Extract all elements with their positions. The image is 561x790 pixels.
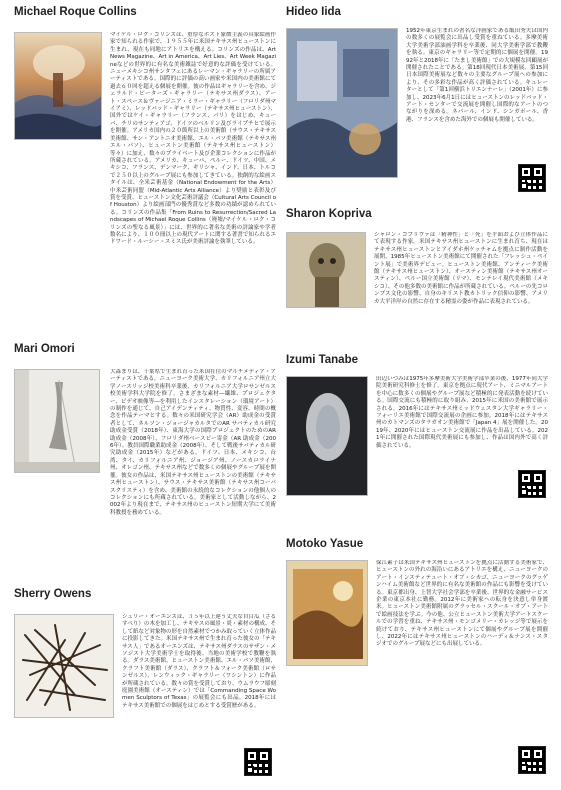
qr-code-icon — [244, 748, 272, 776]
artist-name: Hideo Iida — [286, 6, 341, 18]
artist-name: Sharon Kopriva — [286, 208, 372, 220]
artwork-image — [286, 376, 368, 496]
artist-sherry-owens — [14, 588, 276, 784]
artwork-image — [286, 560, 368, 666]
artist-name: Michael Roque Collins — [14, 6, 137, 18]
artist-name: Sherry Owens — [14, 588, 92, 600]
qr-code-icon — [518, 746, 546, 774]
artist-biography: 田辺いづみは1975年多摩美術大学美術学部卒業の後、1977年同大学院美術研究科修士を修了。東京を拠点に現代アート、ミニマルアートを中心に数多くの個展やグループ展など積極的に発表活動を続けている。国際交流にも積極的に取り組み、2015年に米国の美術館で展示される。2016年にはテキサス州ミッドウェスタン大学ギャラリー・フォーリエ美術館で国際交流展の企画に参加。2018年にはテキサス州のカトマンズのタラガオン美術館で「Japan 4」展を開催した。2019年、2020年にはヒューストン交流展に作品を出品している。2021年に開催された国際現代美術展にも参加し、作品は国内外で高く評価されている。 — [376, 376, 548, 449]
artist-biography: シャロン・コプリヴァは「精神性」と「死」を平面および立体作品にて表現する作家。米国テキサス州ヒューストンに生まれ育ち、現在はテキサス州ヒューストンとアイダホ州ケッチャムを拠点に制作活動を展開。1985年ヒューストン美術館にて開催された「フレッシュ・ペイント展」で美術界デビュー。ヒューストン美術館、アンティーク美術館（テキサス州ヒューストン）、オースティン美術館（テキサス州オースティン）、ペルー国立美術館（リマ）、モンテレイ現代美術館（メキシコ）、その他多数の美術館に作品が所蔵されている。ペルーの先コロンブス文化の影響、自身のキリスト教カトリック信仰の影響、アメリカ大平洋岸の自然に存在する精霊の姿が作品に表現されている。 — [374, 232, 548, 305]
qr-code-icon — [518, 164, 546, 192]
artist-biography: 保江素子は米国テキサス州ヒューストンを拠点に活動する美術家で、ヒューストンの外れの海沿いにあるアトリエを構え、ニューヨークのアート・インスティテュート・オブ・シカゴ、ニューヨークのグッゲンハイム美術館など世界的に有名な美術館の作品にも影響を受けている。東京都出身、上智大学社会学部を卒業後、世界的な金融サービス企業の東京本社に勤務。2012年に美術家への転身を決意し単身渡米。ヒューストン美術館附属のグラッセル・スクール・オブ・アートで絵画技法を学ぶ。今の他、公立ヒューストン美術大学アートスクールでの学習を重ね、テキサス州・モンゴメリー・カレッジ等で展示を続けており、テキサス州ヒューストンにて個展やグループ展を開催し、2022年にはテキサス州ヒューストンのハーディ＆ナンス・スタジオでのグループ展などにも出展している。 — [376, 560, 548, 648]
artist-biography: シェリー・オーエンズは、３５年以上違う丈夫な自目瓜（さるすべり）の木を加工し、テキサスの風景・炎・素材の構成、そして紙など対象物の形を自然素材でつかみ取っていく立体作品に投影してきた。米国テキサス州で生まれ育った彼女の「テキサス人」であるオーエンズは、テキサス州ダラスのサザン・メソジスト大学美術学士を取得後、当地の美術学校で教鞭を執る。ダラス美術館、ヒューストン美術館、エル・パソ美術館、クラフト美術館（ダラス）、クラフト＆フォーク美術館（ロサンゼルス）、レンウィック・ギャラリー（ワシントン）に作品が所蔵されている。数々の賞を受賞しており、ウムラウフ彫刻庭園美術館（オースティン）では「Commanding Space Women Sculptors of Texas」の展覧会にも出品。2018年にはテキサス美術館での個展をはじめとする受賞歴がある。 — [122, 614, 276, 709]
artist-biography: 大森まりは、千葉県で生まれ育った米国在住のマルチメディア・アーティストである。ニューヨーク美術大学、カリフォルニア州立大学ノースリッジ校美術科卒業後、カリフォルニア大学ロサンゼルス校美術学科大学院を修了。さまざまな素材―繊維、プロジェクター、ビデオ映像等―を利用したインスタレーション（環境アート）の制作を通じて、自己アイデンティティ、物質性、変容、時間の概念を作品テーマとする。数々の米国研究学会（AR）助成金の受賞者として、ネルソン・ジョージャカルタでのAR サバティカル研究助成金受賞（2018年）、東海大学の国際プロジェクトのためのAR 助成金（2008年）、フロリダ州ベースビー寄金（AR 助成金（2006年）、教員国際職業助成金（2008年）、そして戦後サバティカル研究助成金（2015年）などがある。ドイツ、日本、メキシコ、台湾、タイ、カリフォルニア州、ジョージア州、ノースカロライナ州、オレゴン州、テキサス州などで数多くの個展やグループ展を開催。彼女の作品は、米国テキサス州ヒューストンの美術館（テキサス州ヒューストン）、サウス・テキサス美術館（テキサス州コーパスクリスティ）を含め、美術館の永続的なコレクションの他個人のコレクションにも所蔵されている。美術家として活動しながら、2002年より現在まで、テキサス州のヒューストン短期大学にて美術科教授を務めている。 — [110, 369, 276, 516]
qr-code-icon — [518, 470, 546, 498]
artist-hideo-iida — [286, 6, 548, 202]
artwork-image — [14, 614, 114, 718]
artwork-image — [14, 32, 102, 140]
artist-biography: マイケル・ロク・コリンズは、重厚なボスト象徴主義の具象絵画作家で知られる作家で、１９５５年に米国テキサス州ヒューストンに生まれ、現在も同地にアトリエを構える。コリンズの作品は、Art News Magazine、Art in America、Art Lies、Art Week Magazineなどの世界的に有名な美術雑誌で好意的な評価を受けている。ニューメキシコ州サンタフェにあるレーマン・ギャラリーの所属アーティストである。国際的に評価の高い画家や米国内の美術館にて過去６０回を超える個展を開催。彼の作品はギャラリーを含め、ジェラルド・ピーターズ・ギャラリー（テキサス州ダラス）、アート・スペース＆ヴァージニア・ミラー・ギャラリー（フロリダ州マイアミ）、レッドバッド・ギャラリー（テキサス州ヒューストン）、国外ではケイ・ギャラリー（フランス、パリ）をはじめ、キューバ、チリのサンティアゴ、ドイツのベルリン及びライプチヒで展示を開催。アメリカ国内の２０箇所以上の美術館（サウス・テキサス美術館、サン・アントニオ美術館、エル・パソ美術館（テキサス州エル・パソ）、ヒューストン美術館（テキサス州ヒューストン）等々）に加え、数々のプライベート及び企業コレクションに作品が所蔵されている。アメリカ、キューバ、ペルー、ドイツ、中国、メキシコ、フランス、デンマーク、ギリシャ、インド、日本、トルコで２５０以上のグループ展にも参加してきている。独創的な絵画スタイルは、全米芸術基金（National Endowment for the Arts）中米芸術同盟（Mid-Atlantic Arts Alliance）より奨励と表彰及び賞を受賞、ヒューストン文化芸術評議会（Cultural Arts Council of Houston）より絵画部門の優秀賞など多数の功績が認められている。コリンズの作品集「From Ruins to Resurrection/Sacred Landscapes of Michael Roque Collins（廃墟/マイケル・ロク・コリンズの聖なる風景）」には、世界的に著名な美術の評論家や学者数名により、１００冊以上の現代アートに関する著書で知られるエドワード・ルーシー・スミス氏が美術評論を執筆している。 — [110, 32, 276, 246]
artist-name: Mari Omori — [14, 343, 75, 355]
artist-motoko-yasue — [286, 538, 548, 784]
artist-name: Izumi Tanabe — [286, 354, 358, 366]
artist-name: Motoko Yasue — [286, 538, 364, 550]
artist-biography: 1952年東京生まれの著名な洋画家である飯田秀夫は国内の数多くの展覧会に出品し受賞を重ねている。多摩美術大学美術学部油画学科を卒業後、同大学美術学部で教鞭を執る。東京のギャラリー等で定期的に個展を開催。1992年と2018年に「たまし美術館」での大規模な回顧展が開催されたことである。第18回現代日本美術展、第15回日本国際美術展など数々の主要なグループ展への参加により、その多彩な作品が高く評価されている。キュレーターとして「第1回横浜トリエンナーレ」（2001年）に参加し、2023年6月1日にはヒューストンのレッドバッド・アート・センターで交流展を開催し国際的なアートのつながりを深める。ネパール、インド、シンガポール、香港、フランスを含めた海外での個展も開催している。 — [406, 28, 548, 123]
artwork-image — [286, 232, 366, 308]
artist-sharon-kopriva — [286, 208, 548, 342]
artist-michael-roque-collins — [14, 6, 276, 328]
artwork-image — [286, 28, 398, 178]
artist-mari-omori — [14, 343, 276, 569]
artist-izumi-tanabe — [286, 354, 548, 524]
artwork-image — [14, 369, 100, 473]
